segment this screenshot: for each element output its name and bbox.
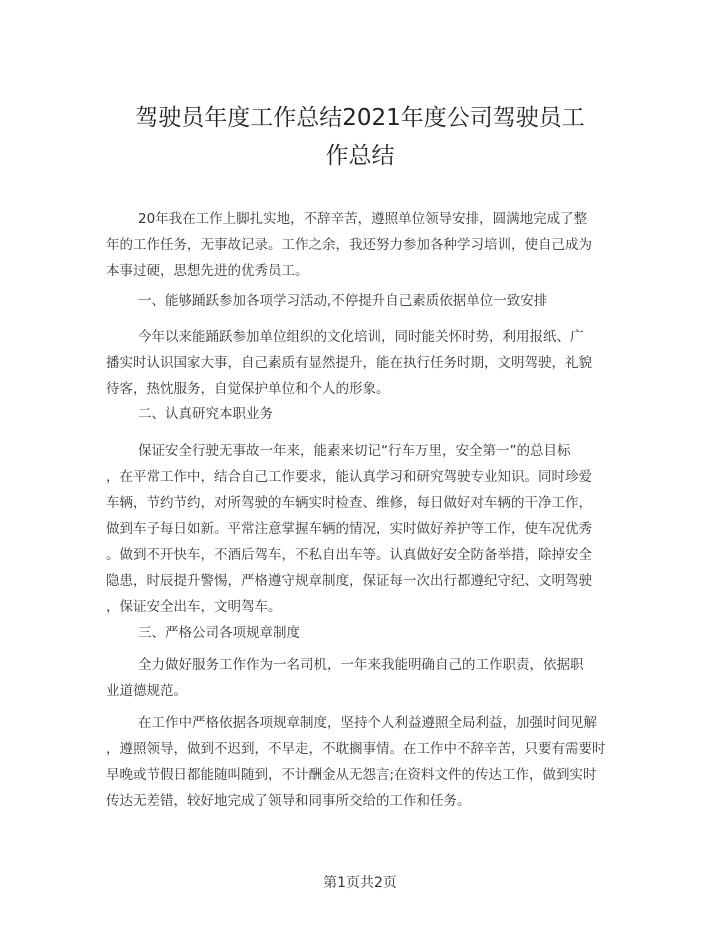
text-line: 年的工作任务，无事故记录。工作之余，我还努力参加各种学习培训，使自己成为 — [106, 237, 592, 253]
text-line: 车辆，节约节约，对所驾驶的车辆实时检查、维修，每日做好对车辆的干净工作， — [106, 495, 592, 511]
text-line: 全力做好服务工作作为一名司机，一年来我能明确自己的工作职责，依据职 — [138, 657, 584, 673]
heading-text: 一、能够踊跃参加各项学习活动,不停提升自己素质依据单位一致安排 — [138, 293, 548, 309]
text-line: 业道德规范。 — [106, 683, 187, 699]
text-line: 今年以来能踊跃参加单位组织的文化培训，同时能关怀时势，利用报纸、广 — [138, 329, 584, 345]
text-line: 本事过硬，思想先进的优秀员工。 — [106, 263, 309, 279]
heading-text: 三、严格公司各项规章制度 — [138, 625, 300, 641]
text-line: ，遵照领导，做到不迟到，不早走，不耽搁事情。在工作中不辞辛苦，只要有需要时 — [106, 741, 606, 757]
section-heading-2 — [106, 401, 586, 427]
text-line: 保证安全行驶无事故一年来，能素来切记“行车万里，安全第一”的总目标 — [138, 443, 571, 459]
page-number: 第1页共2页 — [323, 875, 397, 891]
heading-text: 二、认真研究本职业务 — [138, 406, 273, 422]
document-title-line-2: 作总结 — [325, 143, 395, 169]
text-line: ，保证安全出车，文明驾车。 — [106, 599, 282, 615]
section-heading-3 — [106, 620, 586, 646]
text-line: 做到车子每日如新。平常注意掌握车辆的情况，实时做好养护等工作，使车况优秀 — [106, 521, 592, 537]
document-title-line-1: 驾驶员年度工作总结2021年度公司驾驶员工 — [135, 105, 585, 131]
intro-paragraph — [106, 206, 592, 284]
paragraph-3 — [106, 652, 586, 704]
paragraph-2 — [106, 438, 592, 620]
text-line: 早晚或节假日都能随叫随到，不计酬金从无怨言;在资料文件的传达工作，做到实时 — [106, 767, 597, 783]
text-line: 隐患，时辰提升警惕，严格遵守规章制度，保证每一次出行都遵纪守纪、文明驾驶 — [106, 573, 592, 589]
paragraph-1 — [106, 324, 592, 402]
text-line: ，在平常工作中，结合自己工作要求，能认真学习和研究驾驶专业知识。同时珍爱 — [106, 469, 592, 485]
section-heading-1 — [106, 288, 586, 314]
text-line: 。做到不开快车，不酒后驾车，不私自出车等。认真做好安全防备举措，除掉安全 — [106, 547, 592, 563]
paragraph-4 — [106, 710, 606, 814]
text-line: 20年我在工作上脚扎实地，不辞辛苦，遵照单位领导安排，圆满地完成了整 — [138, 211, 588, 227]
text-line: 在工作中严格依据各项规章制度，坚持个人利益遵照全局利益，加强时间见解 — [138, 715, 597, 731]
text-line: 传达无差错，较好地完成了领导和同事所交给的工作和任务。 — [106, 793, 471, 809]
text-line: 播实时认识国家大事，自己素质有显然提升，能在执行任务时期，文明驾驶，礼貌 — [106, 355, 592, 371]
text-line: 待客，热忱服务，自觉保护单位和个人的形象。 — [106, 381, 390, 397]
